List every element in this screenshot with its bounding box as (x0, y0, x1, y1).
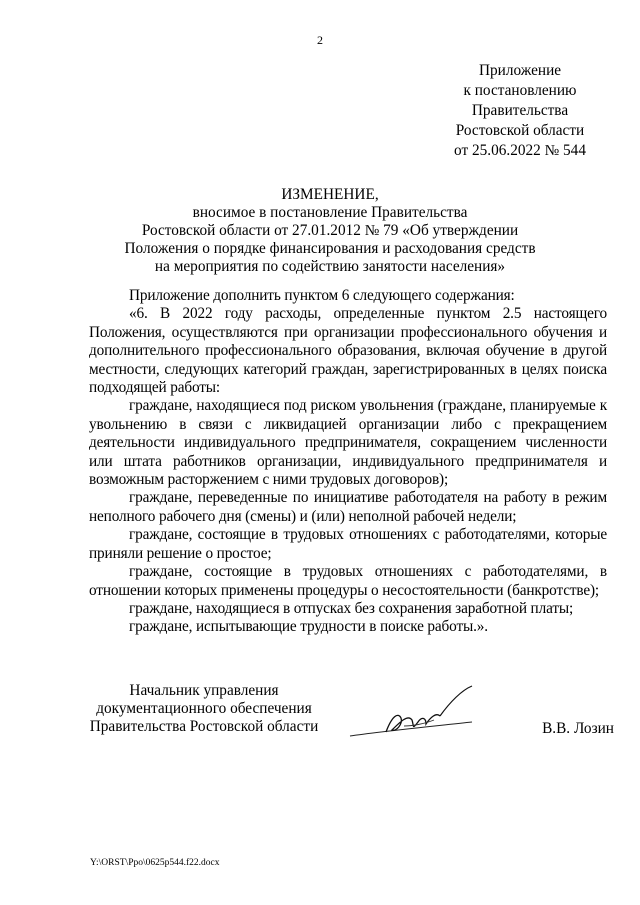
document-body (89, 287, 607, 637)
body-paragraph: граждане, переведенные по инициативе работодателя на работу в режим неполного рабочего дня (смены) и (или) неполной рабочей недели; (89, 489, 607, 525)
body-paragraph: «6. В 2022 году расходы, определенные пунктом 2.5 настоящего Положения, осуществляются при организации профессионального обучения и дополнительного профессионального образования, включая обучение в другой местности, следующих категорий граждан, зарегистрированных в целях поиска подходящей работы: (89, 305, 607, 397)
handwritten-signature (346, 682, 476, 744)
signatory-position-line: документационного обеспечения (96, 700, 312, 717)
signature-block (84, 682, 614, 752)
footer-file-path: Y:\ORST\Ppo\0625p544.f22.docx (90, 858, 220, 868)
signatory-position-line: Начальник управления (129, 682, 279, 699)
body-paragraph: граждане, находящиеся в отпусках без сохранения заработной платы; (129, 599, 574, 617)
appendix-line: к постановлению (463, 82, 577, 99)
page-number: 2 (317, 33, 323, 47)
appendix-line: Ростовской области (455, 122, 585, 139)
body-paragraph: Приложение дополнить пунктом 6 следующего содержания: (129, 287, 515, 304)
signatory-name: В.В. Лозин (542, 720, 614, 737)
signatory-position-line: Правительства Ростовской области (89, 718, 319, 735)
appendix-line: Приложение (478, 62, 562, 79)
appendix-line: Правительства (471, 102, 569, 119)
document-title (60, 186, 600, 276)
title-line: на мероприятия по содействию занятости населения» (154, 258, 506, 275)
title-line: вносимое в постановление Правительства (192, 204, 468, 221)
body-paragraph: граждане, испытывающие трудности в поиске работы.». (129, 618, 488, 636)
signatory-position (84, 682, 324, 736)
title-line: Положения о порядке финансирования и расходования средств (124, 240, 536, 257)
body-paragraph: граждане, находящиеся под риском увольнения (граждане, планируемые к увольнению в связи с ликвидацией организации либо с прекращением деятельности индивидуального предпринимателя, сокращением численности или штата работников организации, индивидуального предпринимателя и возможным расторжением с ними трудовых договоров); (89, 397, 607, 489)
title-heading: ИЗМЕНЕНИЕ, (281, 186, 379, 203)
appendix-block (440, 61, 600, 161)
body-paragraph: граждане, состоящие в трудовых отношениях с работодателями, которые приняли решение о простое; (89, 526, 607, 562)
title-line: Ростовской области от 27.01.2012 № 79 «Об утверждении (141, 222, 519, 239)
appendix-line: от 25.06.2022 № 544 (454, 142, 586, 159)
body-paragraph: граждане, состоящие в трудовых отношениях с работодателями, в отношении которых применены процедуры о несостоятельности (банкротстве); (89, 563, 607, 599)
